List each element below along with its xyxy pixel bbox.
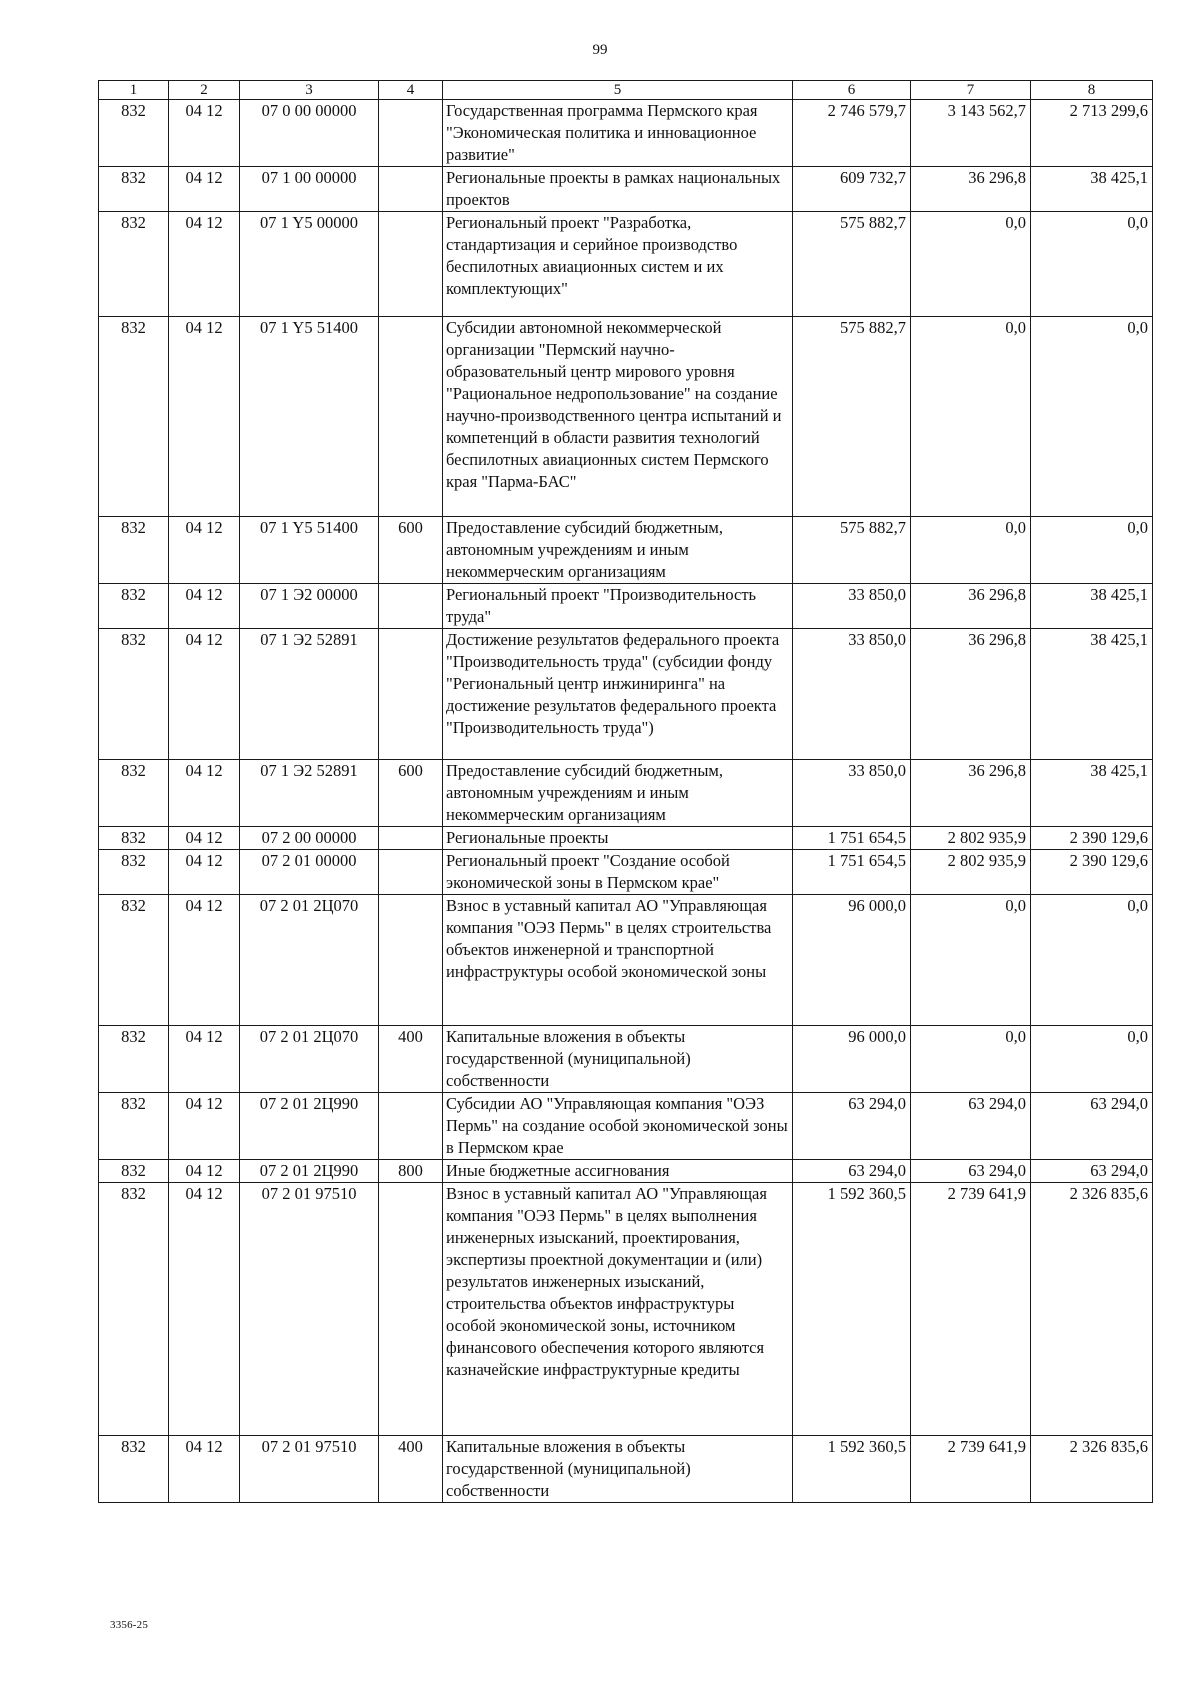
- row-section-cell: 04 12: [169, 1160, 240, 1183]
- row-description-cell: Капитальные вложения в объекты государственной (муниципальной) собственности: [443, 1026, 793, 1093]
- row-description-cell: Иные бюджетные ассигнования: [443, 1160, 793, 1183]
- row-type-cell: [379, 850, 443, 895]
- row-article-cell: 07 2 01 97510: [240, 1183, 379, 1436]
- row-description-cell: Региональные проекты в рамках национальных проектов: [443, 167, 793, 212]
- row-type-cell: [379, 1093, 443, 1160]
- row-amount-2027-cell: 2 326 835,6: [1031, 1183, 1153, 1436]
- row-amount-2027-cell: 0,0: [1031, 1026, 1153, 1093]
- row-type-cell: 600: [379, 517, 443, 584]
- row-description-cell: Региональный проект "Производительность труда": [443, 584, 793, 629]
- table-header-row: [99, 81, 1153, 100]
- row-code-cell: 832: [99, 100, 169, 167]
- row-code-cell: 832: [99, 760, 169, 827]
- header-cell: 1: [99, 81, 169, 100]
- row-amount-2026-cell: 0,0: [911, 212, 1031, 317]
- row-article-cell: 07 2 01 2Ц990: [240, 1093, 379, 1160]
- row-description-cell: Региональные проекты: [443, 827, 793, 850]
- row-amount-2025-cell: 63 294,0: [793, 1160, 911, 1183]
- header-cell: 5: [443, 81, 793, 100]
- row-code-cell: 832: [99, 1093, 169, 1160]
- row-type-cell: 400: [379, 1436, 443, 1503]
- row-code-cell: 832: [99, 629, 169, 760]
- row-description-cell: Предоставление субсидий бюджетным, автономным учреждениям и иным некоммерческим организациям: [443, 517, 793, 584]
- row-type-cell: 600: [379, 760, 443, 827]
- row-amount-2027-cell: 2 713 299,6: [1031, 100, 1153, 167]
- row-amount-2026-cell: 0,0: [911, 895, 1031, 1026]
- row-amount-2027-cell: 38 425,1: [1031, 167, 1153, 212]
- header-cell: 7: [911, 81, 1031, 100]
- document-code: 3356-25: [110, 1619, 149, 1631]
- row-section-cell: 04 12: [169, 827, 240, 850]
- row-code-cell: 832: [99, 317, 169, 517]
- row-description-cell: Субсидии автономной некоммерческой организации "Пермский научно-образовательный центр мирового уровня "Рациональное недропользование" на создание научно-производственного центра испытаний и компетенций в области развития технологий беспилотных авиационных систем Пермского края "Парма-БАС": [443, 317, 793, 517]
- row-amount-2025-cell: 96 000,0: [793, 1026, 911, 1093]
- row-description-cell: Государственная программа Пермского края "Экономическая политика и инновационное развитие": [443, 100, 793, 167]
- row-description-cell: Региональный проект "Создание особой экономической зоны в Пермском крае": [443, 850, 793, 895]
- header-cell: 2: [169, 81, 240, 100]
- row-type-cell: [379, 584, 443, 629]
- row-type-cell: [379, 317, 443, 517]
- table-row: [99, 629, 1153, 760]
- row-article-cell: 07 2 01 2Ц070: [240, 895, 379, 1026]
- row-article-cell: 07 1 Э2 52891: [240, 629, 379, 760]
- row-section-cell: 04 12: [169, 517, 240, 584]
- row-code-cell: 832: [99, 827, 169, 850]
- row-amount-2026-cell: 36 296,8: [911, 629, 1031, 760]
- header-cell: 8: [1031, 81, 1153, 100]
- row-amount-2027-cell: 38 425,1: [1031, 584, 1153, 629]
- row-section-cell: 04 12: [169, 317, 240, 517]
- row-amount-2026-cell: 63 294,0: [911, 1160, 1031, 1183]
- page-number: 99: [592, 42, 608, 58]
- row-code-cell: 832: [99, 584, 169, 629]
- row-section-cell: 04 12: [169, 167, 240, 212]
- row-amount-2026-cell: 0,0: [911, 317, 1031, 517]
- row-amount-2026-cell: 2 802 935,9: [911, 850, 1031, 895]
- row-section-cell: 04 12: [169, 100, 240, 167]
- row-code-cell: 832: [99, 212, 169, 317]
- table-row: [99, 167, 1153, 212]
- table-row: [99, 1160, 1153, 1183]
- row-code-cell: 832: [99, 1183, 169, 1436]
- row-amount-2027-cell: 0,0: [1031, 895, 1153, 1026]
- header-cell: 3: [240, 81, 379, 100]
- row-type-cell: [379, 629, 443, 760]
- row-section-cell: 04 12: [169, 1093, 240, 1160]
- row-amount-2027-cell: 63 294,0: [1031, 1093, 1153, 1160]
- row-amount-2025-cell: 575 882,7: [793, 517, 911, 584]
- header-cell: 6: [793, 81, 911, 100]
- row-type-cell: [379, 827, 443, 850]
- row-amount-2025-cell: 33 850,0: [793, 629, 911, 760]
- row-amount-2027-cell: 0,0: [1031, 517, 1153, 584]
- row-amount-2026-cell: 0,0: [911, 517, 1031, 584]
- table-row: [99, 827, 1153, 850]
- row-code-cell: 832: [99, 1160, 169, 1183]
- row-amount-2025-cell: 575 882,7: [793, 317, 911, 517]
- row-code-cell: 832: [99, 517, 169, 584]
- row-article-cell: 07 2 01 2Ц070: [240, 1026, 379, 1093]
- row-amount-2026-cell: 36 296,8: [911, 167, 1031, 212]
- row-amount-2027-cell: 0,0: [1031, 317, 1153, 517]
- row-amount-2027-cell: 38 425,1: [1031, 629, 1153, 760]
- row-description-cell: Достижение результатов федерального проекта "Производительность труда" (субсидии фонду "Региональный центр инжиниринга" на достижение результатов федерального проекта "Производительность труда"): [443, 629, 793, 760]
- row-section-cell: 04 12: [169, 1436, 240, 1503]
- row-code-cell: 832: [99, 167, 169, 212]
- row-type-cell: 400: [379, 1026, 443, 1093]
- row-amount-2026-cell: 36 296,8: [911, 760, 1031, 827]
- row-amount-2025-cell: 33 850,0: [793, 760, 911, 827]
- row-amount-2025-cell: 63 294,0: [793, 1093, 911, 1160]
- row-article-cell: 07 2 01 00000: [240, 850, 379, 895]
- row-article-cell: 07 1 Y5 00000: [240, 212, 379, 317]
- row-type-cell: [379, 1183, 443, 1436]
- row-amount-2027-cell: 63 294,0: [1031, 1160, 1153, 1183]
- row-amount-2025-cell: 575 882,7: [793, 212, 911, 317]
- row-article-cell: 07 1 Э2 52891: [240, 760, 379, 827]
- row-section-cell: 04 12: [169, 1026, 240, 1093]
- table-row: [99, 517, 1153, 584]
- row-article-cell: 07 1 Y5 51400: [240, 317, 379, 517]
- header-cell: 4: [379, 81, 443, 100]
- row-amount-2025-cell: 33 850,0: [793, 584, 911, 629]
- table-row: [99, 212, 1153, 317]
- row-section-cell: 04 12: [169, 584, 240, 629]
- row-code-cell: 832: [99, 1436, 169, 1503]
- row-article-cell: 07 1 Э2 00000: [240, 584, 379, 629]
- row-amount-2027-cell: 0,0: [1031, 212, 1153, 317]
- row-code-cell: 832: [99, 895, 169, 1026]
- table-row: [99, 317, 1153, 517]
- row-code-cell: 832: [99, 850, 169, 895]
- row-description-cell: Взнос в уставный капитал АО "Управляющая компания "ОЭЗ Пермь" в целях строительства объектов инженерной и транспортной инфраструктуры особой экономической зоны: [443, 895, 793, 1026]
- row-type-cell: [379, 100, 443, 167]
- row-amount-2026-cell: 0,0: [911, 1026, 1031, 1093]
- table-row: [99, 1026, 1153, 1093]
- row-section-cell: 04 12: [169, 1183, 240, 1436]
- row-type-cell: [379, 212, 443, 317]
- row-amount-2026-cell: 36 296,8: [911, 584, 1031, 629]
- row-article-cell: 07 2 01 2Ц990: [240, 1160, 379, 1183]
- table-row: [99, 100, 1153, 167]
- row-article-cell: 07 0 00 00000: [240, 100, 379, 167]
- row-type-cell: [379, 895, 443, 1026]
- row-description-cell: Взнос в уставный капитал АО "Управляющая компания "ОЭЗ Пермь" в целях выполнения инженерных изысканий, проектирования, экспертизы проектной документации и (или) результатов инженерных изысканий, строительства объектов инфраструктуры особой экономической зоны, источником финансового обеспечения которого являются казначейские инфраструктурные кредиты: [443, 1183, 793, 1436]
- row-amount-2027-cell: 2 390 129,6: [1031, 827, 1153, 850]
- row-amount-2025-cell: 1 592 360,5: [793, 1183, 911, 1436]
- table-row: [99, 1183, 1153, 1436]
- row-section-cell: 04 12: [169, 895, 240, 1026]
- row-article-cell: 07 1 00 00000: [240, 167, 379, 212]
- row-article-cell: 07 1 Y5 51400: [240, 517, 379, 584]
- row-section-cell: 04 12: [169, 850, 240, 895]
- row-amount-2026-cell: 3 143 562,7: [911, 100, 1031, 167]
- row-section-cell: 04 12: [169, 760, 240, 827]
- row-section-cell: 04 12: [169, 629, 240, 760]
- row-amount-2026-cell: 2 739 641,9: [911, 1183, 1031, 1436]
- row-amount-2025-cell: 1 751 654,5: [793, 850, 911, 895]
- table-row: [99, 1436, 1153, 1503]
- row-amount-2025-cell: 2 746 579,7: [793, 100, 911, 167]
- row-section-cell: 04 12: [169, 212, 240, 317]
- row-amount-2025-cell: 1 592 360,5: [793, 1436, 911, 1503]
- row-description-cell: Региональный проект "Разработка, стандартизация и серийное производство беспилотных авиационных систем и их комплектующих": [443, 212, 793, 317]
- budget-table: [98, 80, 1153, 1503]
- row-amount-2025-cell: 1 751 654,5: [793, 827, 911, 850]
- row-amount-2027-cell: 2 326 835,6: [1031, 1436, 1153, 1503]
- table-body: [99, 100, 1153, 1503]
- row-amount-2026-cell: 63 294,0: [911, 1093, 1031, 1160]
- row-description-cell: Предоставление субсидий бюджетным, автономным учреждениям и иным некоммерческим организациям: [443, 760, 793, 827]
- row-amount-2025-cell: 609 732,7: [793, 167, 911, 212]
- row-description-cell: Субсидии АО "Управляющая компания "ОЭЗ Пермь" на создание особой экономической зоны в Пермском крае: [443, 1093, 793, 1160]
- table-row: [99, 760, 1153, 827]
- row-article-cell: 07 2 00 00000: [240, 827, 379, 850]
- table-row: [99, 584, 1153, 629]
- row-amount-2027-cell: 38 425,1: [1031, 760, 1153, 827]
- row-type-cell: 800: [379, 1160, 443, 1183]
- row-article-cell: 07 2 01 97510: [240, 1436, 379, 1503]
- row-type-cell: [379, 167, 443, 212]
- row-description-cell: Капитальные вложения в объекты государственной (муниципальной) собственности: [443, 1436, 793, 1503]
- table-row: [99, 1093, 1153, 1160]
- row-amount-2025-cell: 96 000,0: [793, 895, 911, 1026]
- table-row: [99, 895, 1153, 1026]
- row-amount-2026-cell: 2 739 641,9: [911, 1436, 1031, 1503]
- row-amount-2026-cell: 2 802 935,9: [911, 827, 1031, 850]
- table-row: [99, 850, 1153, 895]
- row-code-cell: 832: [99, 1026, 169, 1093]
- row-amount-2027-cell: 2 390 129,6: [1031, 850, 1153, 895]
